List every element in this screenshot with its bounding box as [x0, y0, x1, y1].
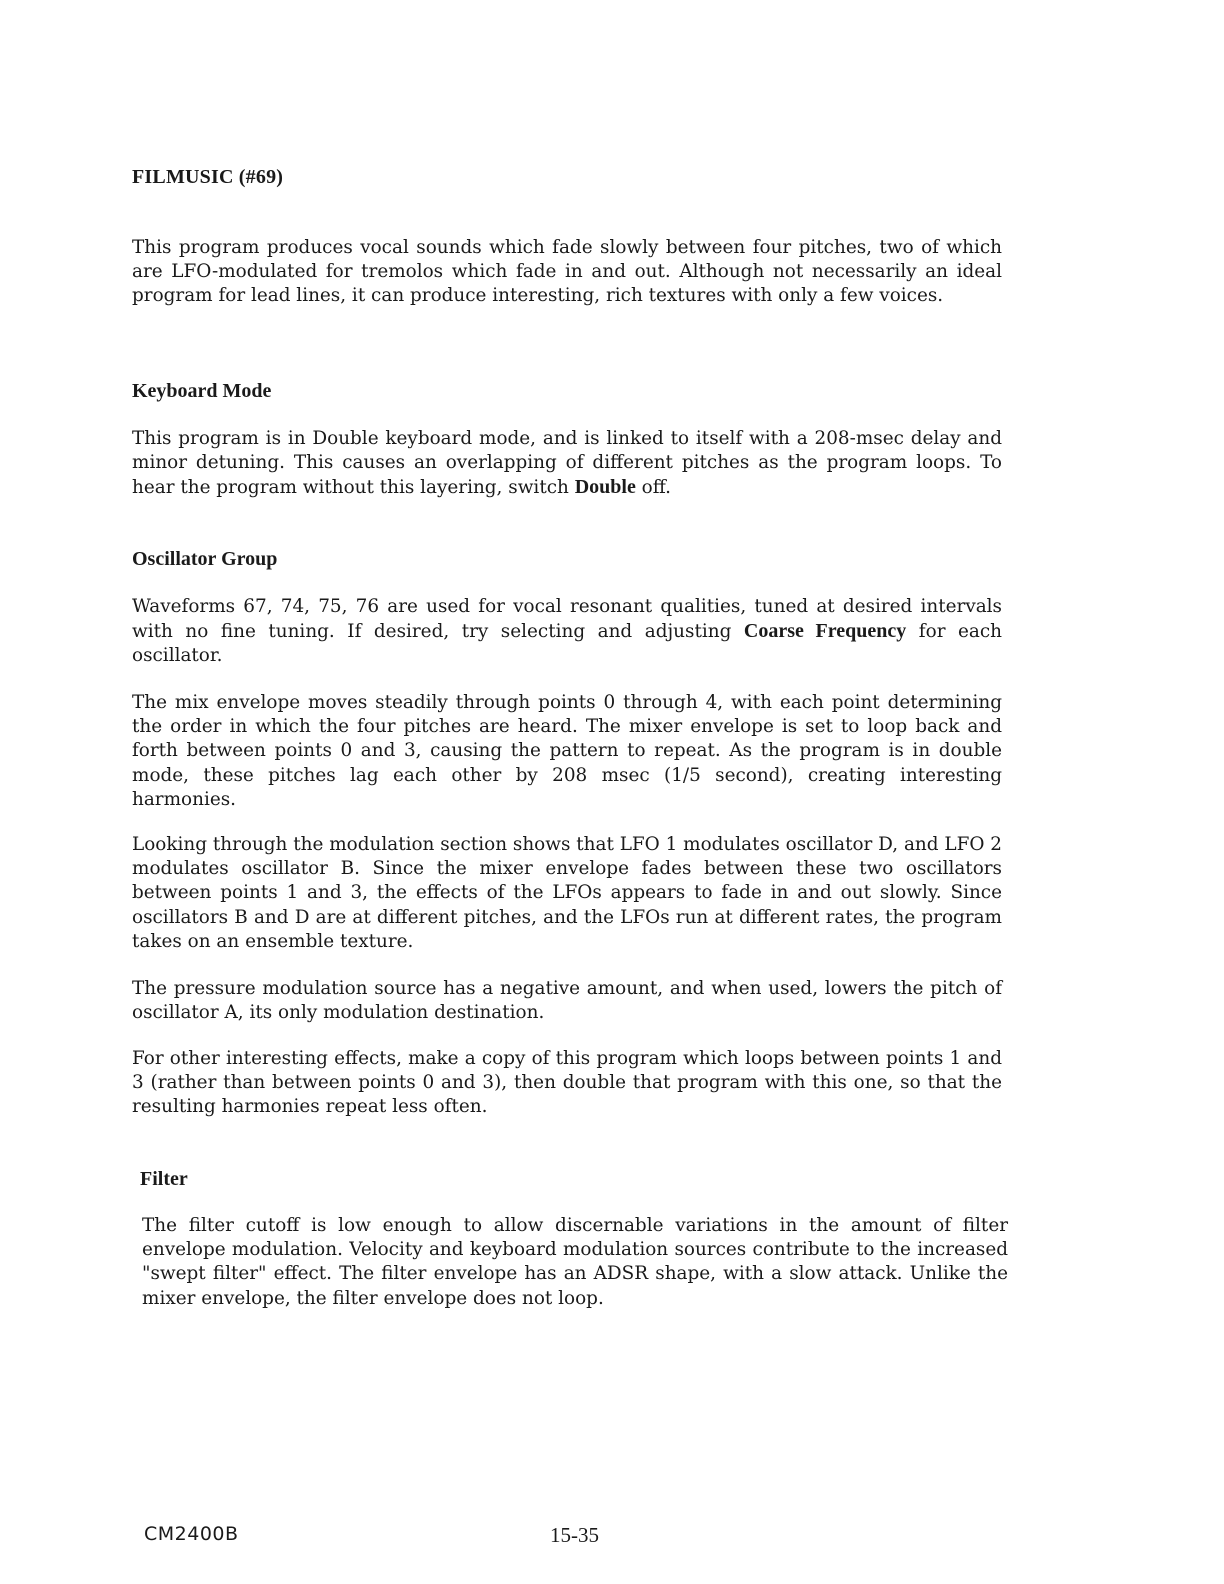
filter-paragraph: The filter cutoff is low enough to allow discernable variations in the amount of filter envelope modulation. Velocity and keyboard modulation sources contribute to the increased "swept filter" effect. The filter envelope has an ADSR shape, with a slow attack. Unlike the mixer envelope, the filter envelope does not loop.	[142, 1215, 1008, 1309]
filter-heading: Filter	[140, 1168, 188, 1190]
oscillator-p1-text-after: for each oscillator.	[132, 621, 1003, 667]
oscillator-paragraph-4: The pressure modulation source has a negative amount, and when used, lowers the pitch of oscillator A, its only modulation destination.	[132, 978, 1002, 1024]
document-id: CM2400B	[144, 1523, 239, 1545]
keyboard-mode-paragraph	[132, 427, 1002, 501]
oscillator-paragraph-3: Looking through the modulation section shows that LFO 1 modulates oscillator D, and LFO 2 modulates oscillator B. Since the mixer envelope fades between these two oscillators between points 1 and 3, the effects of the LFOs appears to fade in and out slowly. Since oscillators B and D are at different pitches, and the LFOs run at different rates, the program takes on an ensemble texture.	[132, 834, 1002, 952]
oscillator-p1-text-before: Waveforms 67, 74, 75, 76 are used for vocal resonant qualities, tuned at desired intervals with no fine tuning. If desired, try selecting and adjusting	[132, 596, 1002, 643]
oscillator-paragraph-5: For other interesting effects, make a copy of this program which loops between points 1 and 3 (rather than between points 0 and 3), then double that program with this one, so that the resulting harmonies repeat less often.	[132, 1048, 1002, 1118]
keyboard-mode-heading: Keyboard Mode	[132, 380, 272, 402]
keyboard-mode-text-before: This program is in Double keyboard mode, and is linked to itself with a 208-msec delay and minor detuning. This causes an overlapping of different pitches as the program loops. To hear the program without this layering, switch	[132, 428, 1002, 499]
page-number: 15-35	[550, 1523, 599, 1547]
double-control-name: Double	[574, 476, 636, 499]
page-title: FILMUSIC (#69)	[132, 166, 284, 188]
intro-paragraph: This program produces vocal sounds which fade slowly between four pitches, two of which are LFO-modulated for tremolos which fade in and out. Although not necessarily an ideal program for lead lines, it can produce interesting, rich textures with only a few voices.	[132, 237, 1002, 307]
keyboard-mode-text-after: off.	[635, 477, 672, 499]
coarse-frequency-control-name: Coarse Frequency	[743, 620, 907, 643]
document-page	[132, 0, 1006, 1584]
oscillator-paragraph-2: The mix envelope moves steadily through points 0 through 4, with each point determining the order in which the four pitches are heard. The mixer envelope is set to loop back and forth between points 0 and 3, causing the pattern to repeat. As the program is in double mode, these pitches lag each other by 208 msec (1/5 second), creating interesting harmonies.	[132, 692, 1002, 810]
oscillator-paragraph-1	[132, 595, 1002, 669]
oscillator-group-heading: Oscillator Group	[132, 548, 278, 570]
